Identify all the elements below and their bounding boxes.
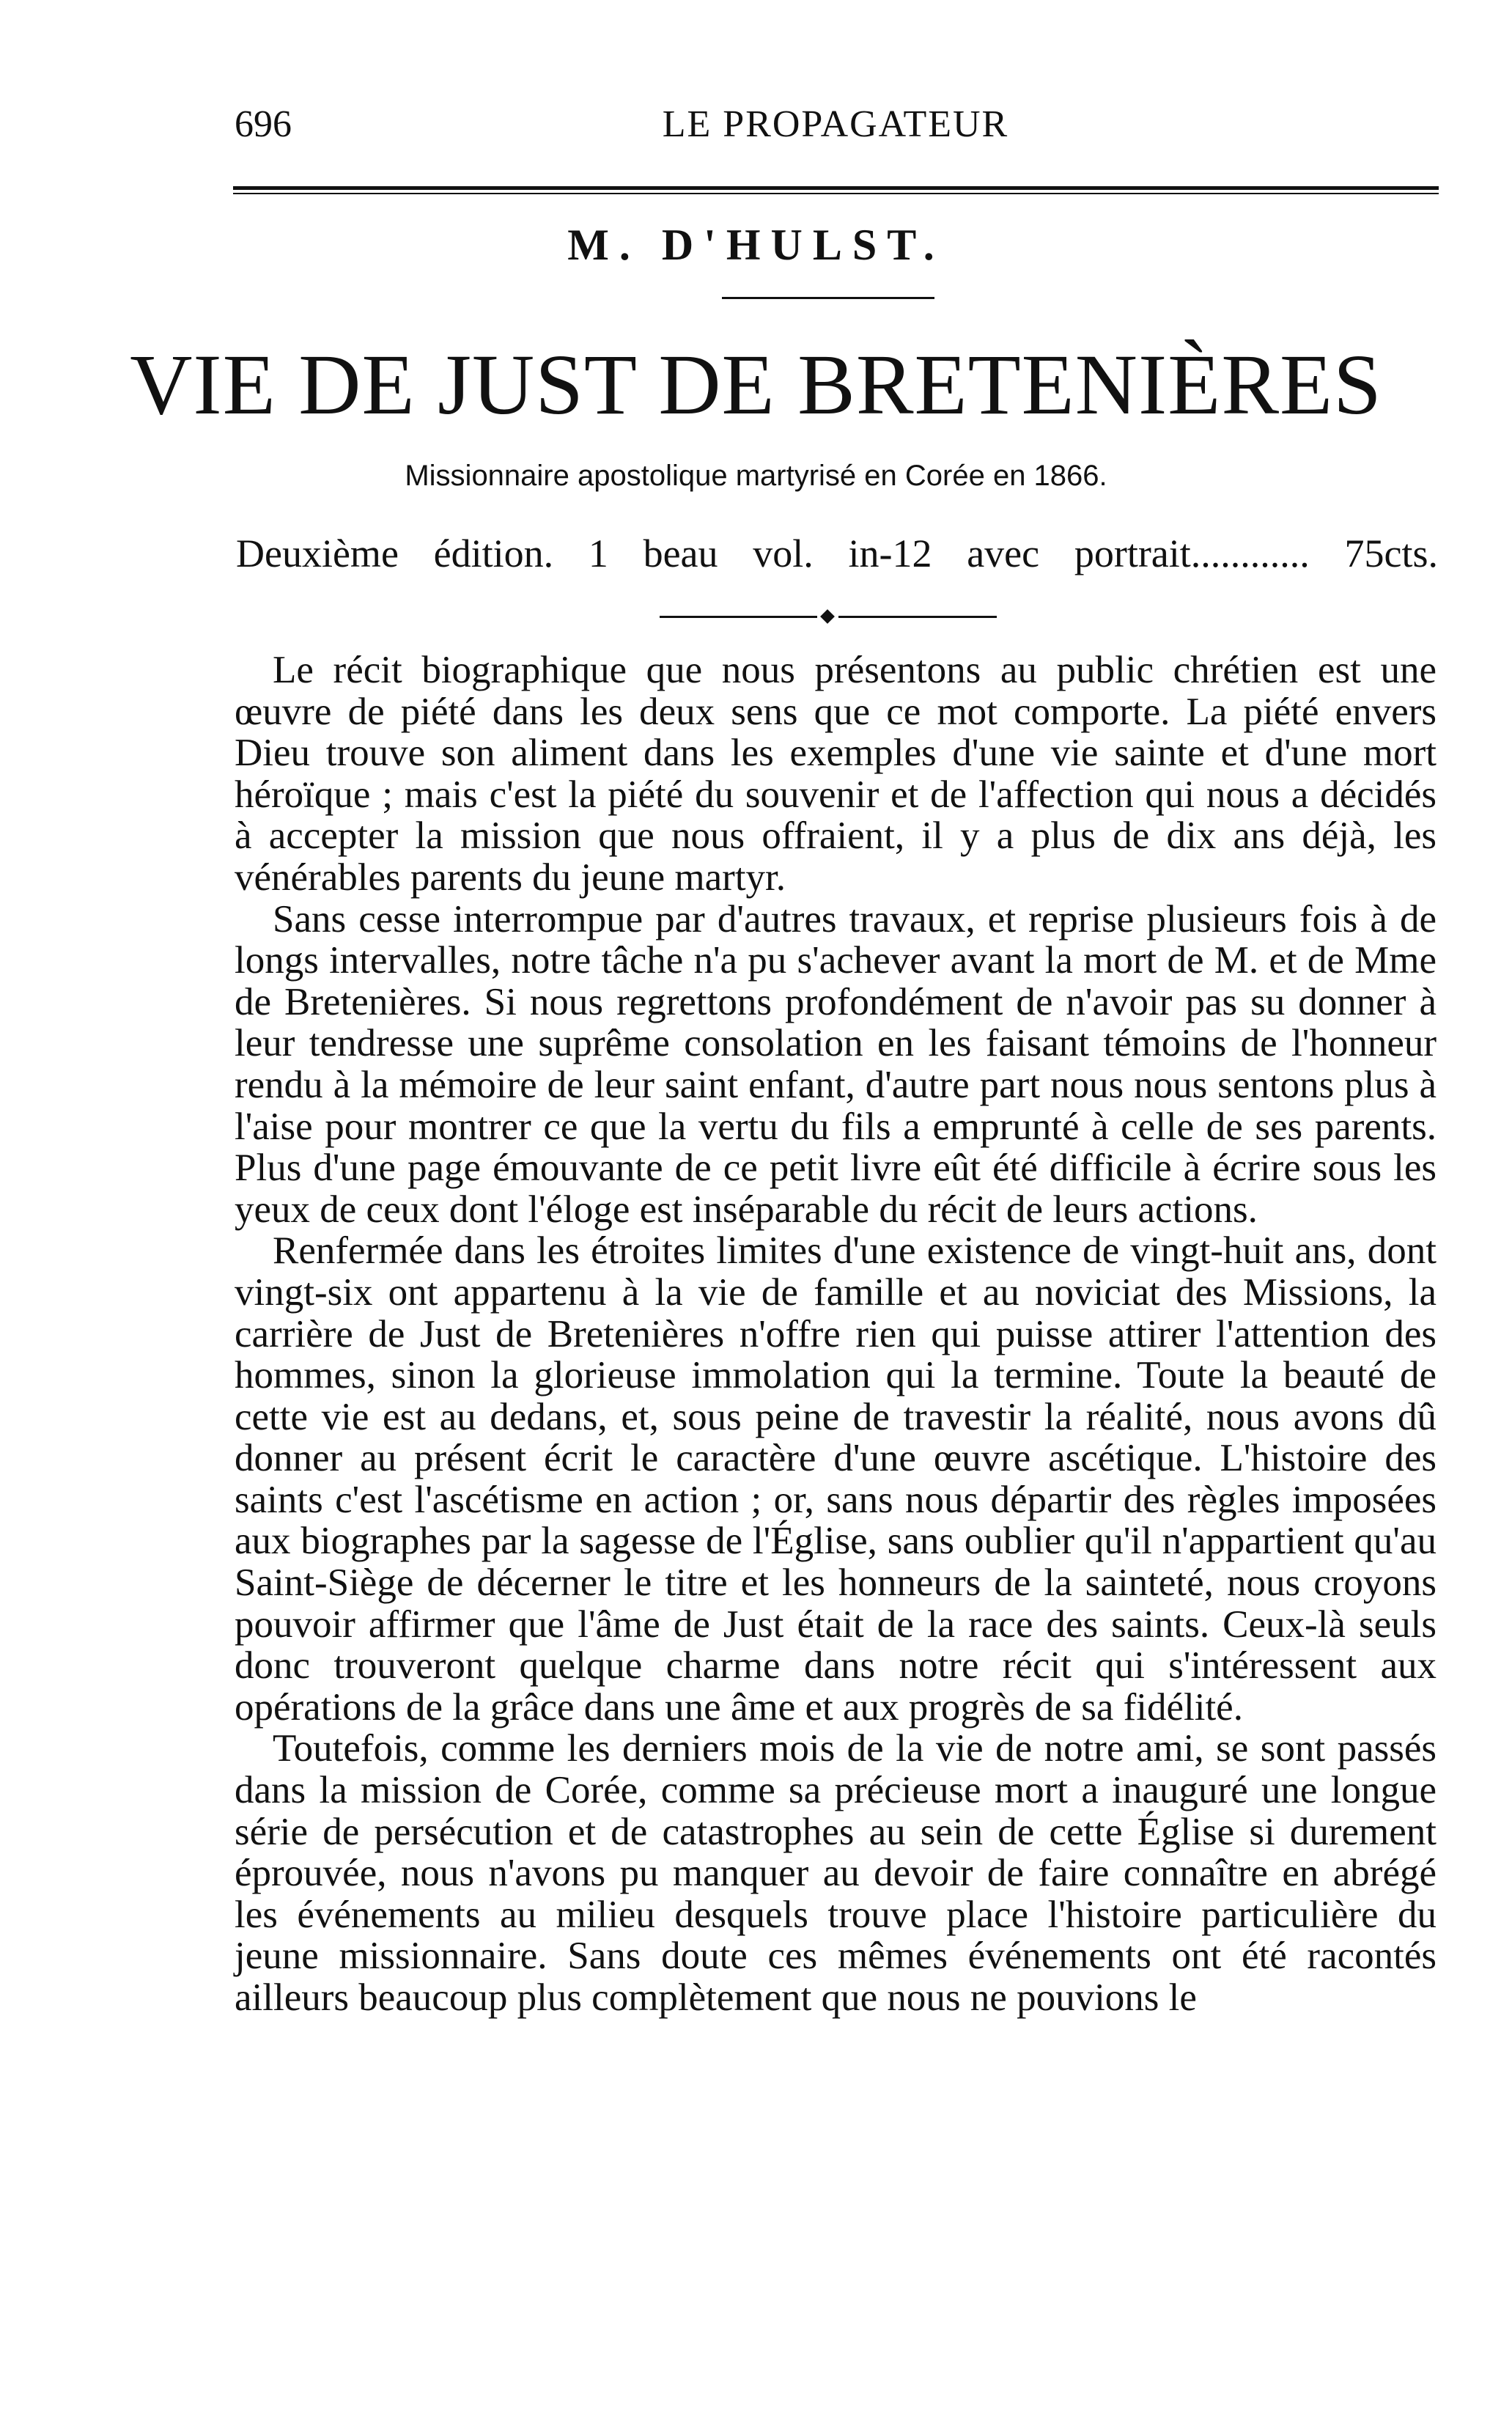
ornament-line-left [660, 616, 817, 618]
paragraph: Toutefois, comme les derniers mois de la vie de notre ami, se sont passés dans la mission de Corée, comme sa précieuse mort a inauguré une longue série de persécution et de catastrophes au sein de cette Église si durement éprouvée, nous n'avons pu manquer au devoir de faire connaître en abrégé les événements au milieu desquels trouve place l'histoire particulière du jeune missionnaire. Sans doute ces mêmes événements ont été racontés ailleurs beaucoup plus complètement que nous ne pouvions le [235, 1727, 1437, 2019]
paragraph: Le récit biographique que nous présentons au public chrétien est une œuvre de piété dans les deux sens que ce mot comporte. La piété envers Dieu trouve son aliment dans les exemples d'une vie sainte et d'une mort héroïque ; mais c'est la piété du souvenir et de l'affection qui nous a décidés à accepter la mission que nous offraient, il y a plus de dix ans déjà, les vénérables parents du jeune martyr. [235, 649, 1437, 899]
page-number: 696 [235, 103, 292, 145]
ornament-divider [660, 608, 997, 626]
paragraph: Renfermée dans les étroites limites d'une existence de vingt-huit ans, dont vingt-six ont appartenu à la vie de famille et au noviciat des Missions, la carrière de Just de Bretenières n'offre rien qui puisse attirer l'attention des hommes, sinon la glorieuse immolation qui la termine. Toute la beauté de cette vie est au dedans, et, sous peine de travestir la réalité, nous avons dû donner au présent écrit le caractère d'une œuvre ascétique. L'histoire des saints c'est l'ascétisme en action ; or, sans nous départir des règles imposées aux biographes par la sagesse de l'Église, sans oublier qu'il n'appartient qu'au Saint-Siège de décerner le titre et les honneurs de la sainteté, nous croyons pouvoir affirmer que l'âme de Just était de la race des saints. Ceux-là seuls donc trouveront quelque charme dans notre récit qui s'intéressent aux opérations de la grâce dans une âme et aux progrès de sa fidélité. [235, 1229, 1437, 1729]
running-head [235, 103, 1437, 147]
paragraph: Sans cesse interrompue par d'autres travaux, et reprise plusieurs fois à de longs intervalles, notre tâche n'a pu s'achever avant la mort de M. et de Mme de Bretenières. Si nous regrettons profondément de n'avoir pas su donner à leur tendresse une suprême consolation en les faisant témoins de l'honneur rendu à la mémoire de leur saint enfant, d'autre part nous nous sentons plus à l'aise pour montrer ce que la vertu du fils a emprunté à celle de ses parents. Plus d'une page émouvante de ce petit livre eût été difficile à écrire sous les yeux de ceux dont l'éloge est inséparable du récit de leurs actions. [235, 897, 1437, 1231]
header-rule [233, 186, 1439, 190]
author-rule [722, 297, 934, 299]
journal-title: LE PROPAGATEUR [662, 103, 1009, 145]
author-name: M. D'HULST. [567, 221, 945, 269]
diamond-icon [820, 609, 835, 624]
review-body [235, 650, 1437, 2314]
header-rule-thin [233, 193, 1439, 194]
book-subtitle: Missionnaire apostolique martyrisé en Corée en 1866. [405, 460, 1107, 492]
book-title: VIE DE JUST DE BRETENIÈRES [130, 336, 1382, 433]
edition-line: Deuxième édition. 1 beau vol. in-12 avec portrait............ 75cts. [236, 531, 1438, 575]
ornament-line-right [838, 616, 997, 618]
